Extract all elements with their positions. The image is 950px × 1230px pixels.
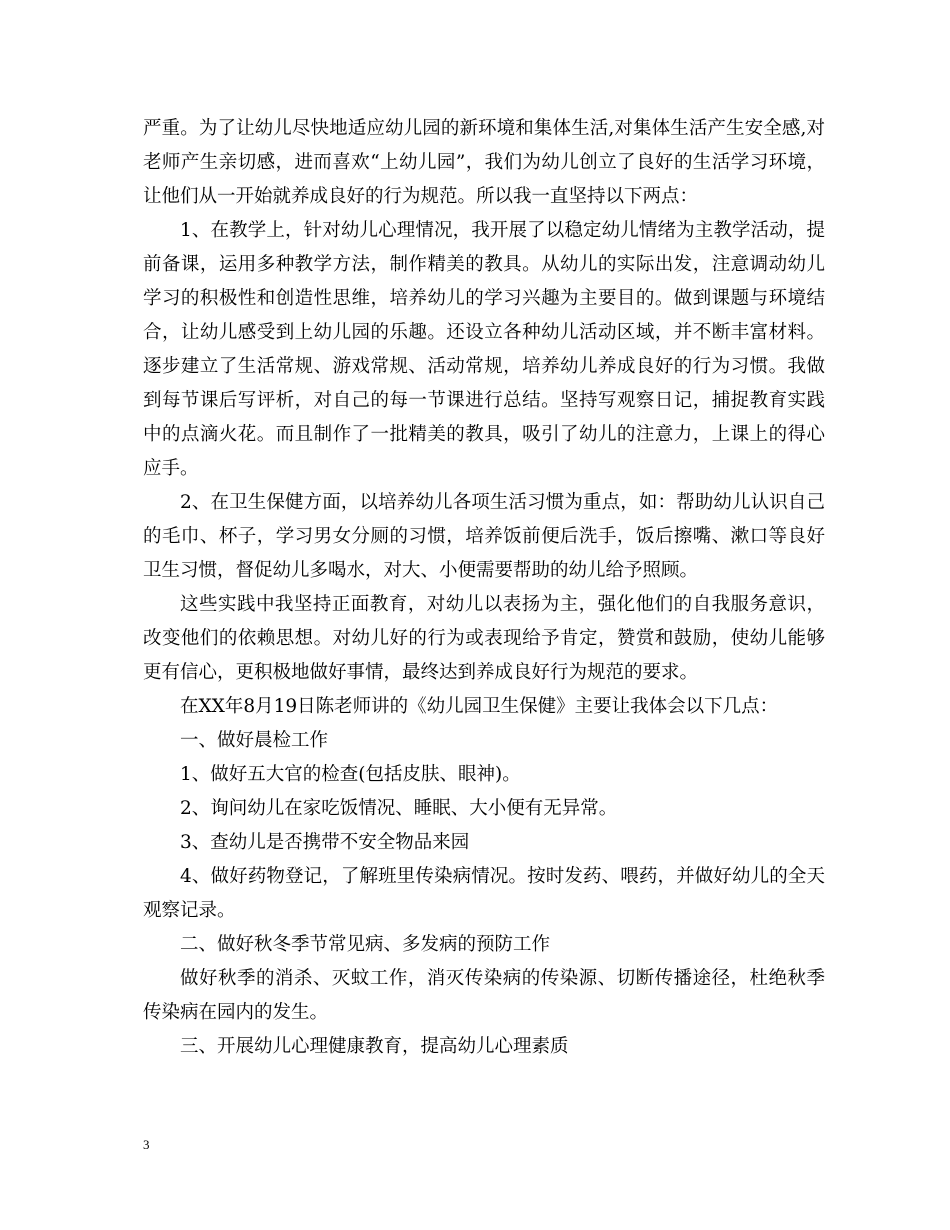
paragraph-teaching: 1、在教学上，针对幼儿心理情况，我开展了以稳定幼儿情绪为主教学活动，提前备课，运用多种教学方法，制作精美的教具。从幼儿的实际出发，注意调动幼儿学习的积极性和创造性思维，培养幼儿的学习兴趣为主要目的。做到课题与环境结合，让幼儿感受到上幼儿园的乐趣。还设立各种幼儿活动区域，并不断丰富材料。逐步建立了生活常规、游戏常规、活动常规，培养幼儿养成良好的行为习惯。我做到每节课后写评析，对自己的每一节课进行总结。坚持写观察日记，捕捉教育实践中的点滴火花。而且制作了一批精美的教具，吸引了幼儿的注意力，上课上的得心应手。	[143, 220, 825, 479]
paragraph-practice: 这些实践中我坚持正面教育，对幼儿以表扬为主，强化他们的自我服务意识，改变他们的依赖思想。对幼儿好的行为或表现给予肯定，赞赏和鼓励，使幼儿能够更有信心，更积极地做好事情，最终达到养成良好行为规范的要求。	[143, 594, 825, 683]
list-item-1: 1、做好五大官的检查(包括皮肤、眼神)。	[180, 764, 521, 785]
document-body	[143, 112, 825, 1064]
heading-morning-check: 一、做好晨检工作	[180, 730, 329, 751]
paragraph-hygiene: 2、在卫生保健方面，以培养幼儿各项生活习惯为重点，如：帮助幼儿认识自己的毛巾、杯子，学习男女分厕的习惯，培养饭前便后洗手，饭后擦嘴、漱口等良好卫生习惯，督促幼儿多喝水，对大、小便需要帮助的幼儿给予照顾。	[143, 492, 825, 581]
heading-disease-prevention: 二、做好秋冬季节常见病、多发病的预防工作	[180, 934, 551, 955]
page-number: 3	[143, 1137, 150, 1152]
list-item-2: 2、询问幼儿在家吃饭情况、睡眠、大小便有无异常。	[180, 798, 618, 819]
list-item-3: 3、查幼儿是否携带不安全物品来园	[180, 832, 470, 853]
list-item-4: 4、做好药物登记，了解班里传染病情况。按时发药、喂药，并做好幼儿的全天观察记录。	[143, 866, 825, 921]
paragraph-disinfection: 做好秋季的消杀、灭蚊工作，消灭传染病的传染源、切断传播途径，杜绝秋季传染病在园内的发生。	[143, 968, 825, 1023]
paragraph-lecture-intro: 在XX年8月19日陈老师讲的《幼儿园卫生保健》主要让我体会以下几点：	[180, 696, 779, 717]
paragraph-continuation: 严重。为了让幼儿尽快地适应幼儿园的新环境和集体生活,对集体生活产生安全感,对老师产生亲切感，进而喜欢“上幼儿园”，我们为幼儿创立了良好的生活学习环境，让他们从一开始就养成良好的行为规范。所以我一直坚持以下两点：	[143, 118, 825, 207]
heading-mental-health: 三、开展幼儿心理健康教育，提高幼儿心理素质	[180, 1036, 569, 1057]
